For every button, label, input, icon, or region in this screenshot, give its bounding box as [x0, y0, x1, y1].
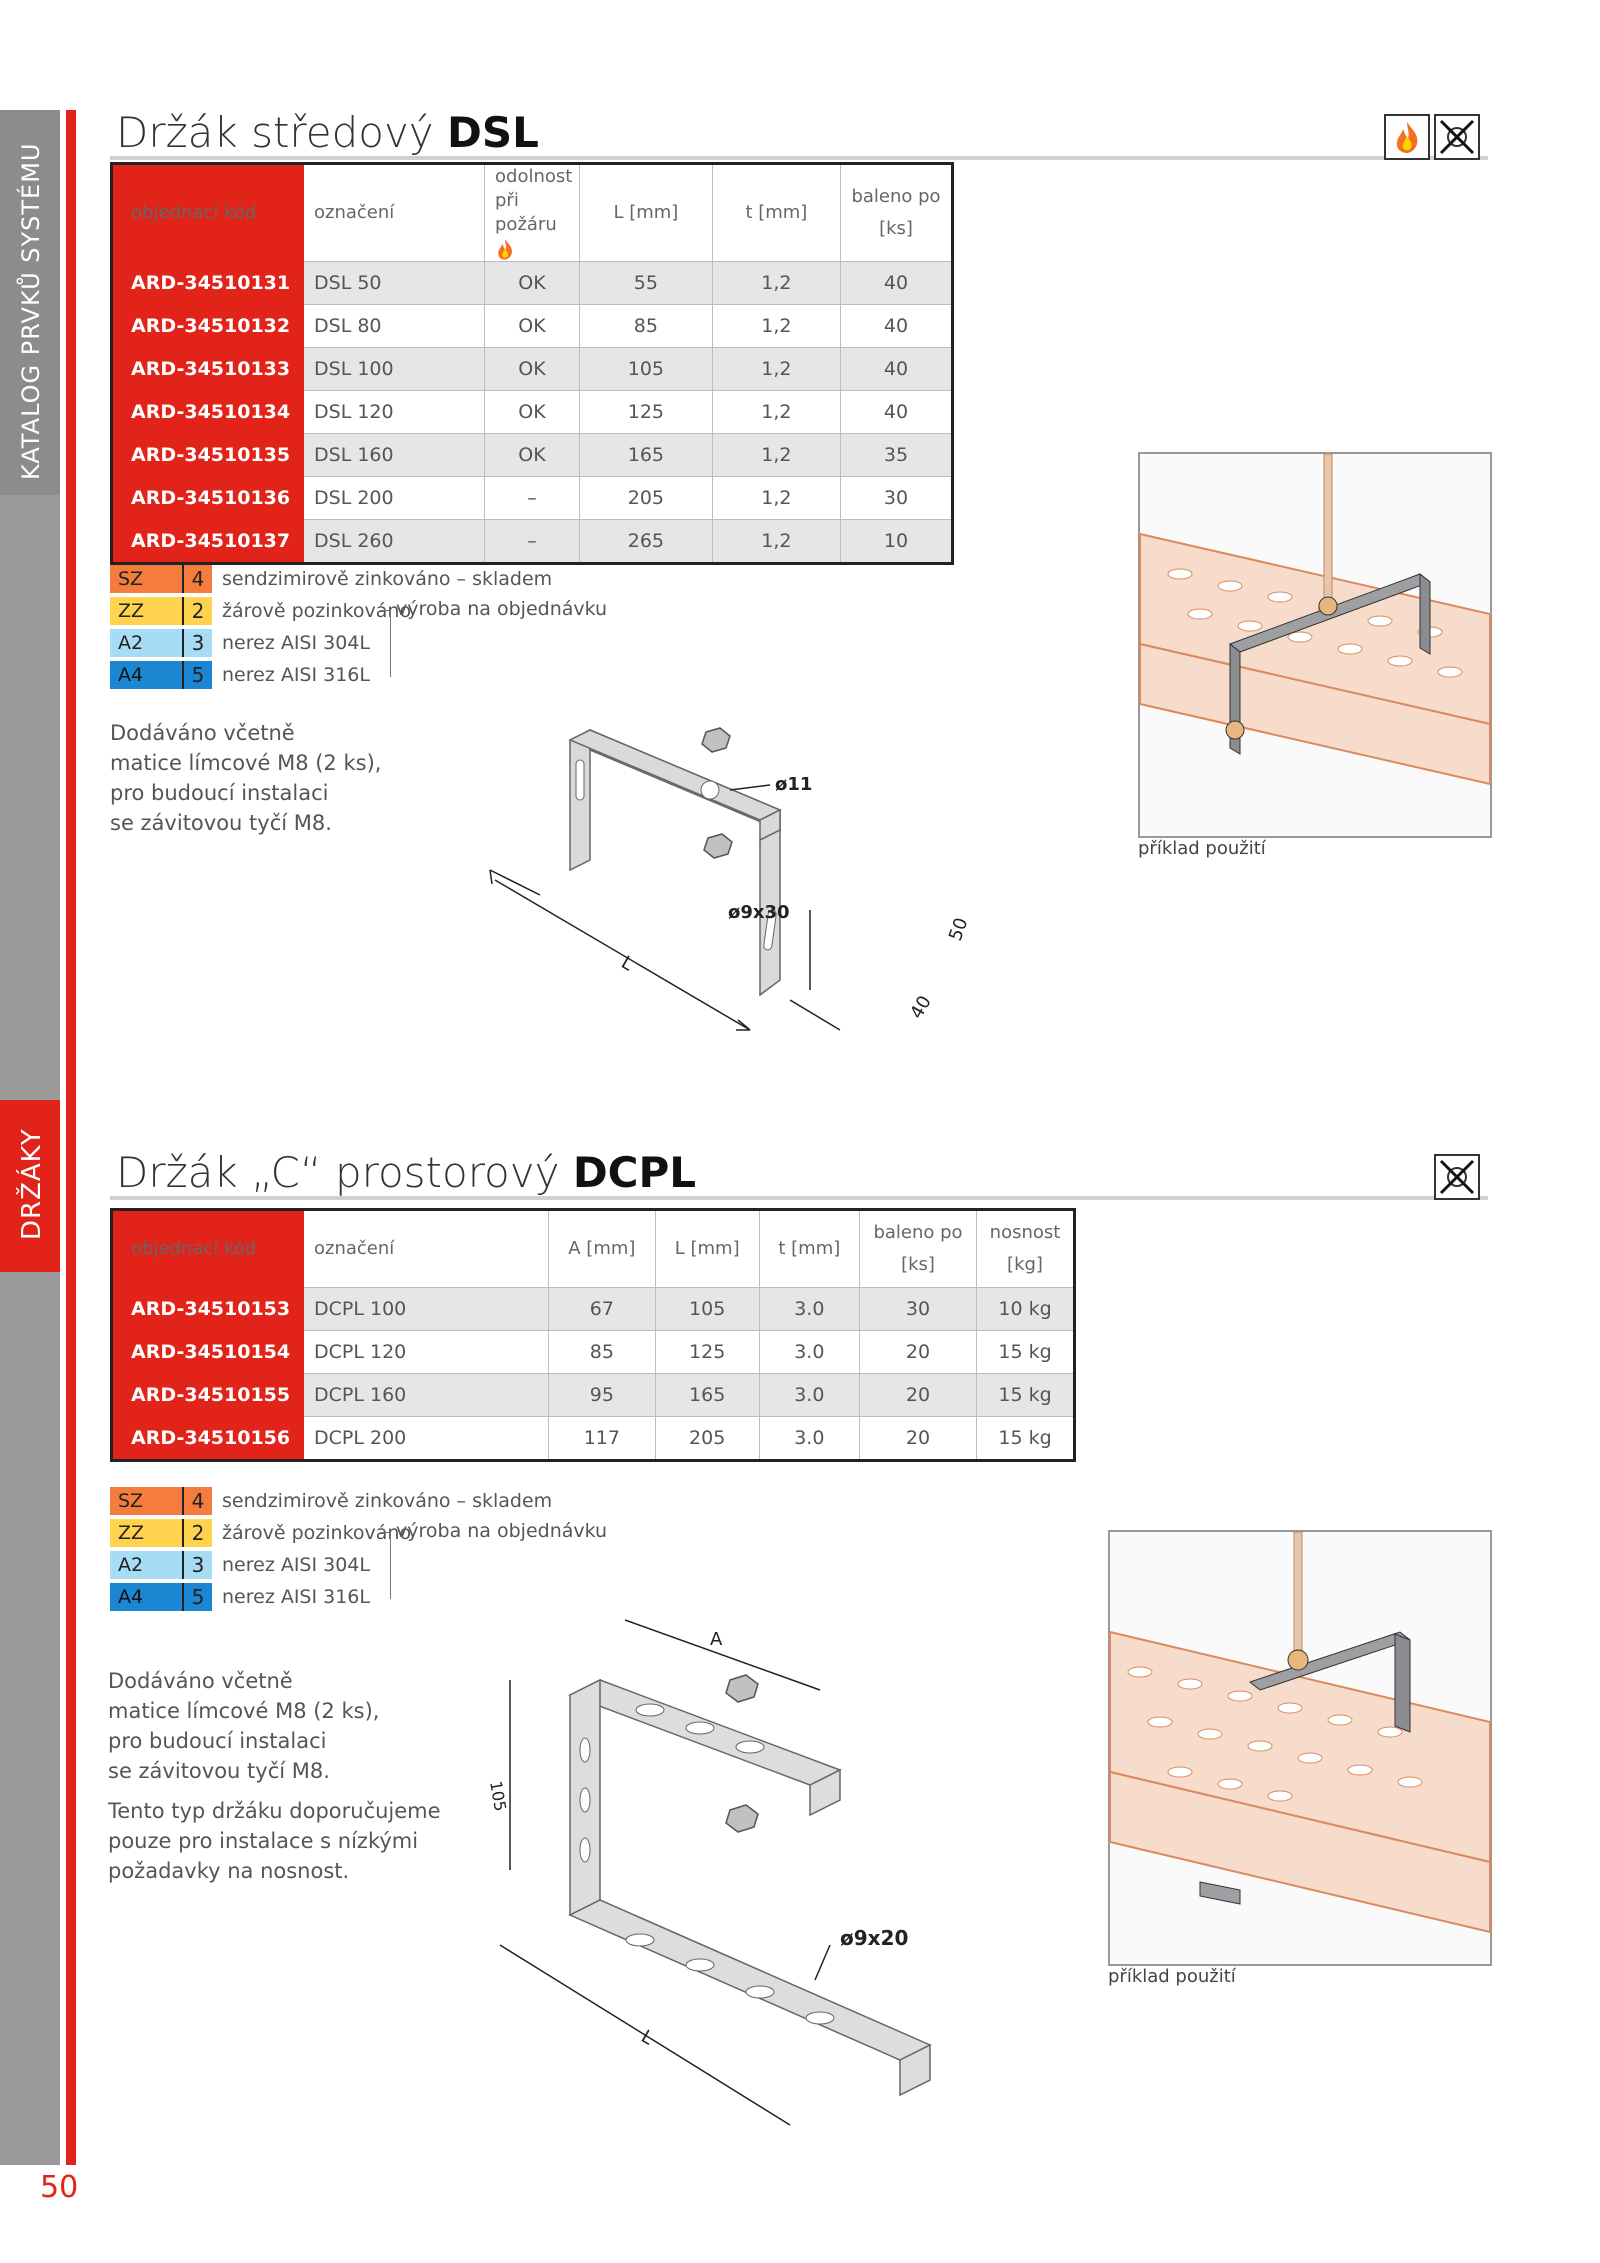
- dim-length-label: L: [637, 2026, 657, 2050]
- table-row: [112, 434, 953, 477]
- table-cell: DCPL 120: [304, 1331, 549, 1374]
- dcpl-bracket-drawing: [486, 1600, 970, 2160]
- finish-bracket-label: výroba na objednávku: [396, 598, 608, 620]
- order-code-cell: ARD-34510136: [112, 477, 304, 520]
- dsl-finish-legend: [110, 564, 730, 694]
- finish-description: nerez AISI 316L: [222, 664, 370, 686]
- table-cell: DSL 260: [304, 520, 485, 564]
- finish-number: 4: [182, 565, 212, 593]
- table-cell: –: [485, 477, 580, 520]
- order-code-cell: ARD-34510132: [112, 305, 304, 348]
- finish-bracket: [380, 610, 391, 677]
- finish-code: SZ: [110, 1487, 182, 1515]
- table-row: [112, 391, 953, 434]
- table-cell: OK: [485, 391, 580, 434]
- table-cell: –: [485, 520, 580, 564]
- header-cell-fire: [485, 164, 580, 262]
- finish-code: A4: [110, 1583, 182, 1611]
- dsl-bracket-drawing: [480, 690, 1020, 1070]
- section-title-dcpl-text: Držák „C“ prostorový: [116, 1148, 573, 1197]
- finish-number: 2: [182, 597, 212, 625]
- order-code-cell: ARD-34510137: [112, 520, 304, 564]
- side-tab-section-label: DRŽÁKY: [17, 1128, 47, 1240]
- dim-a-label: A: [710, 1629, 723, 1650]
- table-cell: 1,2: [712, 477, 840, 520]
- header-cell: t [mm]: [759, 1210, 859, 1288]
- table-cell: 165: [655, 1374, 759, 1417]
- finish-number: 5: [182, 661, 212, 689]
- finish-description: žárově pozinkováno: [222, 600, 412, 622]
- header-cell: objednací kód: [112, 1210, 304, 1288]
- dcpl-spec-table: [110, 1208, 1076, 1462]
- table-cell: 3.0: [759, 1417, 859, 1461]
- order-code-cell: ARD-34510154: [112, 1331, 304, 1374]
- finish-legend-row: [110, 628, 370, 658]
- no-cutting-icon: [1434, 1154, 1480, 1200]
- table-cell: DCPL 160: [304, 1374, 549, 1417]
- finish-code: A4: [110, 661, 182, 689]
- header-cell: nosnost [kg]: [977, 1210, 1075, 1288]
- finish-description: žárově pozinkováno: [222, 1522, 412, 1544]
- table-cell: 1,2: [712, 305, 840, 348]
- table-cell: 1,2: [712, 348, 840, 391]
- section-title-dsl: [110, 110, 539, 156]
- table-cell: 15 kg: [977, 1374, 1075, 1417]
- table-cell: OK: [485, 305, 580, 348]
- header-cell: baleno po [ks]: [841, 164, 953, 262]
- dcpl-delivery-note: Dodáváno včetně matice límcové M8 (2 ks), pro budoucí instalaci se závitovou tyčí M8.: [108, 1669, 380, 1783]
- finish-code: ZZ: [110, 597, 182, 625]
- table-row: [112, 1417, 1075, 1461]
- finish-code: A2: [110, 1551, 182, 1579]
- table-cell: 265: [580, 520, 713, 564]
- dim-depth-label: 40: [906, 992, 936, 1023]
- dim-length-label: L: [617, 952, 637, 976]
- table-cell: 85: [549, 1331, 656, 1374]
- table-row: [112, 1331, 1075, 1374]
- side-tab-section[interactable]: [0, 1100, 60, 1272]
- finish-description: sendzimirově zinkováno – skladem: [222, 1490, 553, 1512]
- order-code-cell: ARD-34510134: [112, 391, 304, 434]
- finish-bracket: [380, 1532, 391, 1599]
- finish-number: 3: [182, 1551, 212, 1579]
- table-cell: 1,2: [712, 262, 840, 305]
- table-header-row: [112, 164, 953, 262]
- header-cell: A [mm]: [549, 1210, 656, 1288]
- table-row: [112, 262, 953, 305]
- table-cell: 30: [841, 477, 953, 520]
- finish-description: sendzimirově zinkováno – skladem: [222, 568, 553, 590]
- table-cell: 117: [549, 1417, 656, 1461]
- table-cell: 20: [860, 1331, 977, 1374]
- table-cell: 3.0: [759, 1331, 859, 1374]
- table-row: [112, 305, 953, 348]
- header-cell-fire-label: odolnost při požáru: [495, 166, 573, 235]
- finish-code: ZZ: [110, 1519, 182, 1547]
- flame-icon: [495, 237, 515, 261]
- side-tab-catalog[interactable]: [0, 110, 60, 495]
- dcpl-recommendation-note: Tento typ držáku doporučujeme pouze pro instalace s nízkými požadavky na nosnost.: [108, 1799, 441, 1883]
- table-row: [112, 477, 953, 520]
- table-cell: 95: [549, 1374, 656, 1417]
- header-cell: objednací kód: [112, 164, 304, 262]
- table-cell: DCPL 100: [304, 1288, 549, 1331]
- dsl-usage-caption: příklad použití: [1138, 838, 1266, 859]
- section-title-dcpl-bold: DCPL: [572, 1148, 697, 1197]
- header-cell: t [mm]: [712, 164, 840, 262]
- table-cell: DSL 200: [304, 477, 485, 520]
- page-number: 50: [40, 2170, 79, 2205]
- order-code-cell: ARD-34510135: [112, 434, 304, 477]
- dcpl-finish-legend: [110, 1486, 730, 1616]
- table-cell: 40: [841, 305, 953, 348]
- order-code-cell: ARD-34510156: [112, 1417, 304, 1461]
- dim-slot-label: ø9x20: [840, 1926, 909, 1950]
- order-code-cell: ARD-34510133: [112, 348, 304, 391]
- table-cell: 40: [841, 348, 953, 391]
- side-tab-catalog-label: KATALOG PRVKŮ SYSTÉMU: [17, 142, 45, 480]
- table-cell: OK: [485, 262, 580, 305]
- table-cell: 10 kg: [977, 1288, 1075, 1331]
- dim-height-label: 105: [486, 1779, 511, 1813]
- flame-icon: [1384, 114, 1430, 160]
- table-cell: 125: [655, 1331, 759, 1374]
- no-cutting-icon: [1434, 114, 1480, 160]
- table-cell: 125: [580, 391, 713, 434]
- table-row: [112, 348, 953, 391]
- table-cell: 3.0: [759, 1288, 859, 1331]
- table-row: [112, 1374, 1075, 1417]
- table-cell: 15 kg: [977, 1417, 1075, 1461]
- table-cell: 40: [841, 391, 953, 434]
- header-cell: označení: [304, 164, 485, 262]
- table-cell: 85: [580, 305, 713, 348]
- table-cell: 1,2: [712, 434, 840, 477]
- finish-description: nerez AISI 304L: [222, 1554, 370, 1576]
- header-cell: L [mm]: [580, 164, 713, 262]
- finish-code: A2: [110, 629, 182, 657]
- table-cell: 3.0: [759, 1374, 859, 1417]
- table-header-row: [112, 1210, 1075, 1288]
- table-cell: DCPL 200: [304, 1417, 549, 1461]
- finish-legend-row: [110, 596, 411, 626]
- table-cell: 20: [860, 1417, 977, 1461]
- dcpl-usage-photo: [1108, 1530, 1492, 1966]
- header-cell: baleno po [ks]: [860, 1210, 977, 1288]
- finish-number: 4: [182, 1487, 212, 1515]
- table-cell: 55: [580, 262, 713, 305]
- finish-number: 3: [182, 629, 212, 657]
- table-cell: 1,2: [712, 520, 840, 564]
- table-cell: 205: [655, 1417, 759, 1461]
- finish-legend-row: [110, 1518, 411, 1548]
- finish-legend-row: [110, 564, 552, 594]
- section-title-dsl-bold: DSL: [447, 108, 539, 157]
- finish-legend-row: [110, 1582, 370, 1612]
- table-cell: 105: [655, 1288, 759, 1331]
- dsl-spec-table: [110, 162, 954, 565]
- table-cell: 30: [860, 1288, 977, 1331]
- finish-description: nerez AISI 316L: [222, 1586, 370, 1608]
- side-red-rule: [66, 110, 76, 2165]
- table-cell: 205: [580, 477, 713, 520]
- table-row: [112, 520, 953, 564]
- dcpl-usage-caption: příklad použití: [1108, 1966, 1236, 1987]
- dim-height-label: 50: [944, 915, 973, 944]
- table-cell: DSL 100: [304, 348, 485, 391]
- table-cell: DSL 80: [304, 305, 485, 348]
- section-title-dcpl: [110, 1150, 696, 1196]
- table-cell: 15 kg: [977, 1331, 1075, 1374]
- table-cell: OK: [485, 434, 580, 477]
- table-cell: 67: [549, 1288, 656, 1331]
- dsl-delivery-note: Dodáváno včetně matice límcové M8 (2 ks), pro budoucí instalaci se závitovou tyčí M8.: [110, 721, 382, 835]
- finish-legend-row: [110, 660, 370, 690]
- table-cell: DSL 50: [304, 262, 485, 305]
- dim-slot-label: ø9x30: [728, 902, 790, 923]
- finish-legend-row: [110, 1550, 370, 1580]
- table-cell: 165: [580, 434, 713, 477]
- table-cell: 35: [841, 434, 953, 477]
- dsl-usage-photo: [1138, 452, 1492, 838]
- table-row: [112, 1288, 1075, 1331]
- finish-legend-row: [110, 1486, 552, 1516]
- dim-hole-label: ø11: [775, 774, 813, 795]
- table-cell: 105: [580, 348, 713, 391]
- order-code-cell: ARD-34510155: [112, 1374, 304, 1417]
- order-code-cell: ARD-34510153: [112, 1288, 304, 1331]
- table-cell: 40: [841, 262, 953, 305]
- table-cell: 10: [841, 520, 953, 564]
- finish-number: 5: [182, 1583, 212, 1611]
- finish-number: 2: [182, 1519, 212, 1547]
- table-cell: 20: [860, 1374, 977, 1417]
- header-cell: označení: [304, 1210, 549, 1288]
- order-code-cell: ARD-34510131: [112, 262, 304, 305]
- table-cell: 1,2: [712, 391, 840, 434]
- table-cell: OK: [485, 348, 580, 391]
- header-cell: L [mm]: [655, 1210, 759, 1288]
- table-cell: DSL 160: [304, 434, 485, 477]
- section-title-dsl-text: Držák středový: [116, 108, 448, 157]
- finish-code: SZ: [110, 565, 182, 593]
- finish-bracket-label: výroba na objednávku: [396, 1520, 608, 1542]
- finish-description: nerez AISI 304L: [222, 632, 370, 654]
- table-cell: DSL 120: [304, 391, 485, 434]
